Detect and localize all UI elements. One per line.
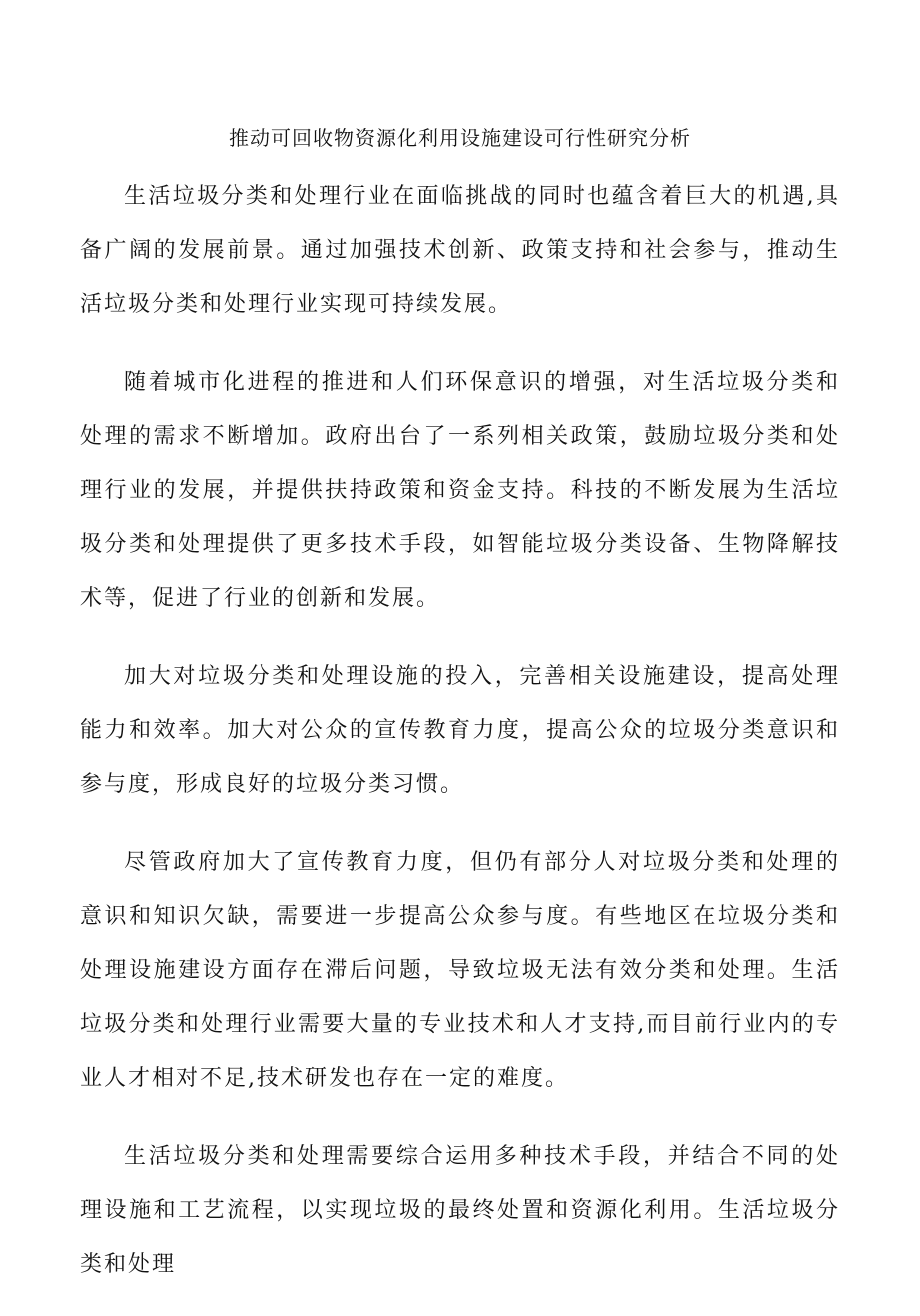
paragraph: 尽管政府加大了宣传教育力度，但仍有部分人对垃圾分类和处理的意识和知识欠缺，需要进一步提高公众参与度。有些地区在垃圾分类和处理设施建设方面存在滞后问题，导致垃圾无法有效分类和处理。生活垃圾分类和处理行业需要大量的专业技术和人才支持,而目前行业内的专业人才相对不足,技术研发也存在一定的难度。 xyxy=(80,850,840,1091)
paragraph: 生活垃圾分类和处理行业在面临挑战的同时也蕴含着巨大的机遇,具备广阔的发展前景。通过加强技术创新、政策支持和社会参与，推动生活垃圾分类和处理行业实现可持续发展。 xyxy=(80,184,840,317)
paragraph: 随着城市化进程的推进和人们环保意识的增强，对生活垃圾分类和处理的需求不断增加。政府出台了一系列相关政策，鼓励垃圾分类和处理行业的发展，并提供扶持政策和资金支持。科技的不断发展为生活垃圾分类和处理提供了更多技术手段，如智能垃圾分类设备、生物降解技术等，促进了行业的创新和发展。 xyxy=(80,370,840,611)
paragraph: 生活垃圾分类和处理需要综合运用多种技术手段，并结合不同的处理设施和工艺流程，以实现垃圾的最终处置和资源化利用。生活垃圾分类和处理 xyxy=(80,1144,840,1277)
document-title: 推动可回收物资源化利用设施建设可行性研究分析 xyxy=(229,126,691,150)
paragraph: 加大对垃圾分类和处理设施的投入，完善相关设施建设，提高处理能力和效率。加大对公众的宣传教育力度，提高公众的垃圾分类意识和参与度，形成良好的垃圾分类习惯。 xyxy=(80,664,840,797)
document-body xyxy=(80,170,840,1316)
